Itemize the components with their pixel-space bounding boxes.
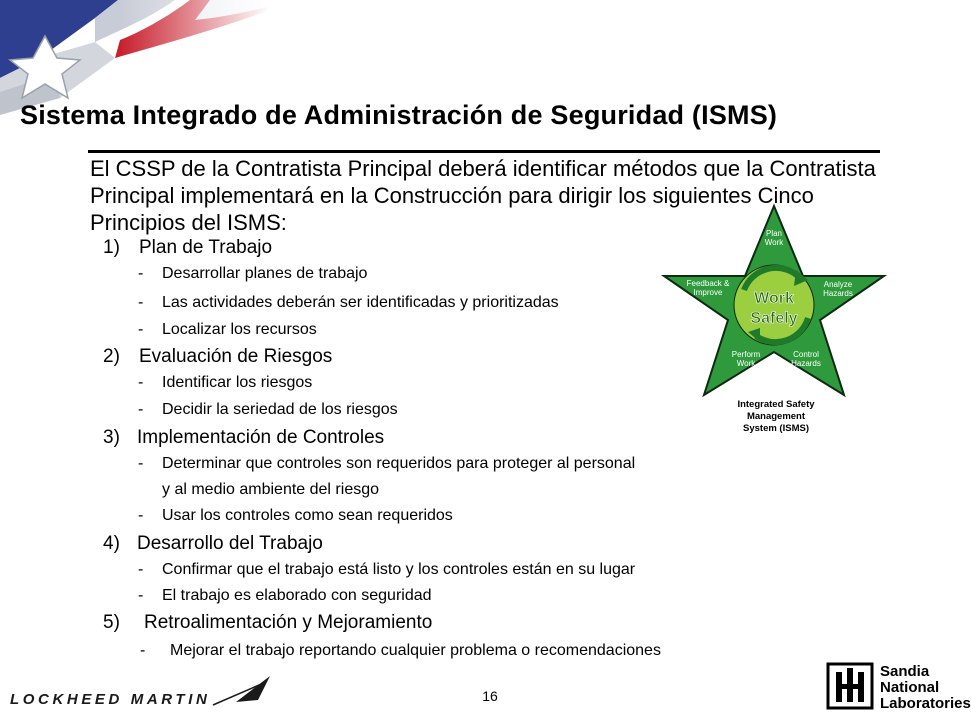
principle-2-point-1: - Identificar los riesgos — [138, 374, 313, 391]
arm-plan-line2: Work — [764, 238, 784, 247]
principle-number: 4) — [103, 533, 120, 554]
principle-title: Desarrollo del Trabajo — [137, 533, 323, 554]
center-label-safely: Safely — [750, 310, 798, 327]
principle-number: 2) — [103, 346, 120, 367]
arm-control-line2: Hazards — [791, 359, 821, 368]
arm-control-line1: Control — [793, 350, 819, 359]
sandia-wordmark: Sandia National Laboratories — [880, 663, 971, 712]
arm-plan-line1: Plan — [765, 229, 783, 238]
principle-number: 3) — [103, 427, 120, 448]
principle-number: 1) — [103, 237, 120, 258]
principle-5 — [103, 612, 432, 634]
sandia-thunderbird-logo — [826, 662, 874, 710]
principle-1-point-2: - Las actividades deberán ser identificadas y prioritizadas — [138, 294, 559, 311]
principle-1-point-1: - Desarrollar planes de trabajo — [138, 265, 368, 282]
caption-line3: System (ISMS) — [743, 423, 809, 434]
star-streak-icon — [236, 676, 270, 702]
arm-perform-line1: Perform — [731, 350, 761, 359]
principle-4-point-1: - Confirmar que el trabajo está listo y los controles están en su lugar — [138, 561, 636, 578]
lockheed-martin-logo — [8, 672, 278, 712]
title-underline — [88, 150, 880, 153]
page-number: 16 — [482, 688, 498, 704]
arm-analyze-line2: Hazards — [823, 289, 853, 298]
lockheed-martin-wordmark: LOCKHEED MARTIN — [10, 691, 211, 708]
principle-4-point-2: - El trabajo es elaborado con seguridad — [138, 587, 432, 604]
arm-perform-line2: Work — [736, 359, 756, 368]
arm-analyze-line1: Analyze — [823, 280, 853, 289]
principle-number: 5) — [103, 612, 120, 633]
principle-3-point-2: y al medio ambiente del riesgo — [162, 481, 380, 498]
principle-3-point-3: - Usar los controles como sean requeridos — [138, 507, 453, 524]
intro-paragraph: El CSSP de la Contratista Principal deberá identificar métodos que la Contratista Principal implementará en la Construcción para dirigir los siguientes Cinco Principios del ISMS: — [90, 156, 876, 235]
center-label-work: Work — [754, 290, 794, 307]
principle-3 — [103, 427, 384, 449]
principle-3-point-1: - Determinar que controles son requeridos para proteger al personal — [138, 455, 636, 472]
isms-star-diagram — [660, 200, 892, 446]
principle-title: Plan de Trabajo — [139, 237, 273, 258]
slide-title: Sistema Integrado de Administración de Seguridad (ISMS) — [20, 100, 778, 130]
arm-feedback-line2: Improve — [693, 288, 723, 297]
principle-4 — [103, 533, 323, 555]
principle-1-point-3: - Localizar los recursos — [138, 321, 317, 338]
caption-line2: Management — [746, 411, 806, 422]
principle-title: Evaluación de Riesgos — [139, 346, 333, 367]
caption-line1: Integrated Safety — [737, 399, 815, 410]
arm-feedback-line1: Feedback & — [686, 279, 730, 288]
principle-2-point-2: - Decidir la seriedad de los riesgos — [138, 401, 398, 418]
principle-2 — [103, 346, 332, 368]
principle-1 — [103, 237, 272, 259]
principle-title: Implementación de Controles — [137, 427, 385, 448]
principle-5-point-1: - Mejorar el trabajo reportando cualquier problema o recomendaciones — [140, 642, 661, 659]
principle-title: Retroalimentación y Mejoramiento — [144, 612, 433, 633]
